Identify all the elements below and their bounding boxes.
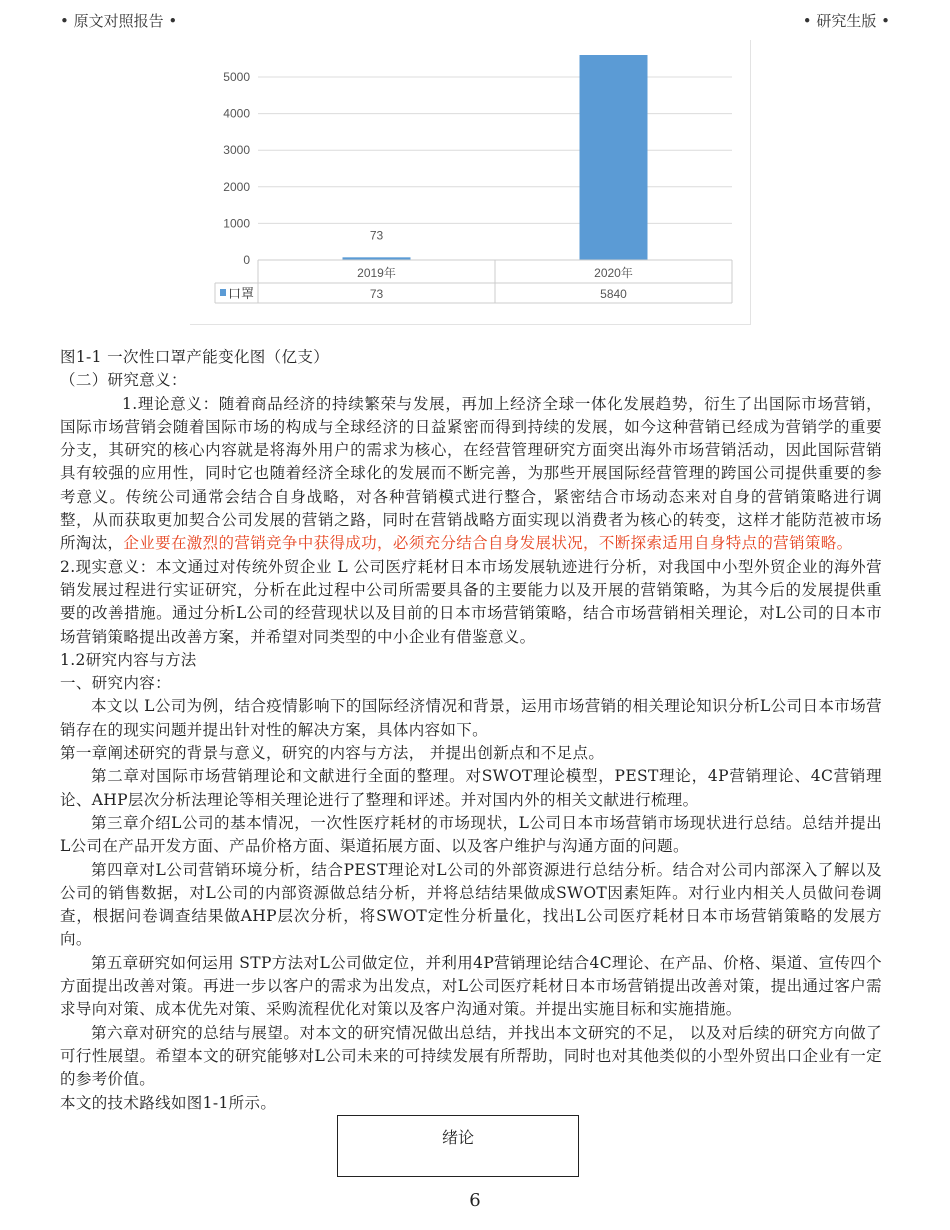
- y-tick-label: 1000: [223, 216, 250, 231]
- y-tick-label: 2000: [223, 179, 250, 194]
- table-value: 5840: [600, 287, 627, 301]
- paragraph-content-intro: 本文以 L公司为例，结合疫情影响下的国际经济情况和背景，运用市场营销的相关理论知识分析L公司日本市场营销存在的现实问题并提出针对性的解决方案，具体内容如下。: [60, 697, 882, 739]
- heading-section-1-2: 1.2研究内容与方法: [60, 650, 197, 669]
- paragraph-route: 本文的技术路线如图1-1所示。: [60, 1093, 277, 1112]
- body-text: [60, 346, 882, 1115]
- paragraph-ch6: 第六章对研究的总结与展望。对本文的研究情况做出总结，并找出本文研究的不足， 以及对后续的研究方向做了可行性展望。希望本文的研究能够对L公司未来的可持续发展有所帮助，同时也对其他类似的小型外贸出口企业有一定的参考价值。: [60, 1023, 882, 1089]
- paragraph-theory: [60, 393, 882, 556]
- header-right: • 研究生版 •: [802, 12, 890, 30]
- chart-svg: [190, 40, 750, 324]
- heading-content: 一、研究内容：: [60, 674, 171, 693]
- y-tick-label: 0: [243, 253, 250, 267]
- bar-chart: [190, 40, 751, 325]
- theory-text: 1.理论意义：随着商品经济的持续繁荣与发展，再加上经济全球一体化发展趋势，衍生了出国际市场营销，国际市场营销会随着国际市场的构成与全球经济的日益紧密而得到持续的发展，如今这种营销已经成为营销学的重要分支，其研究的核心内容就是将海外用户的需求为核心，在经营管理研究方面突出海外市场营销活动，因此国际营销具有较强的应用性，同时它也随着经济全球化的发展而不断完善，为那些开展国际经营管理的跨国公司提供重要的参考意义。传统公司通常会结合自身战略，对各种营销模式进行整合，紧密结合市场动态来对自身的营销策略进行调整，从而获取更加契合公司发展的营销之路，同时在营销战略方面实现以消费者为核心的转变，这样才能防范被市场所淘汰，: [60, 394, 882, 553]
- y-tick-label: 3000: [223, 143, 250, 158]
- flow-box-introduction: 绪论: [337, 1115, 579, 1177]
- paragraph-ch4: 第四章对L公司营销环境分析，结合PEST理论对L公司的外部资源进行总结分析。结合对公司内部深入了解以及公司的销售数据，对L公司的内部资源做总结分析，并将总结结果做成SWOT因素矩阵。对行业内相关人员做问卷调查，根据问卷调查结果做AHP层次分析，将SWOT定性分析量化，找出L公司医疗耗材日本市场营销策略的发展方向。: [60, 860, 882, 949]
- paragraph-ch5: 第五章研究如何运用 STP方法对L公司做定位，并利用4P营销理论结合4C理论、在产品、价格、渠道、宣传四个方面提出改善对策。再进一步以客户的需求为出发点，对L公司医疗耗材日本市场营销提出改善对策，提出通过客户需求导向对策、成本优先对策、采购流程优化对策以及客户沟通对策。并提出实施目标和实施措施。: [60, 953, 882, 1019]
- page-number: 6: [469, 1190, 481, 1211]
- y-tick-label: 4000: [223, 106, 250, 121]
- table-value: 73: [369, 287, 384, 301]
- theory-highlight: 企业要在激烈的营销竞争中获得成功，必须充分结合自身发展状况，不断探索适用自身特点的营销策略。: [123, 534, 853, 553]
- paragraph-practice: 2.现实意义：本文通过对传统外贸企业 L 公司医疗耗材日本市场发展轨迹进行分析，对我国中小型外贸企业的海外营销发展过程进行实证研究，分析在此过程中公司所需要具备的主要能力以及开展的营销策略，为其今后的发展提供重要的改善措施。通过分析L公司的经营现状以及目前的日本市场营销策略，结合市场营销相关理论，对L公司的日本市场营销策略提出改善方案，并希望对同类型的中小企业有借鉴意义。: [60, 557, 882, 646]
- x-tick-label: 2020年: [594, 266, 633, 280]
- paragraph-ch3: 第三章介绍L公司的基本情况，一次性医疗耗材的市场现状，L公司日本市场营销市场现状进行总结。总结并提出L公司在产品开发方面、产品价格方面、渠道拓展方面、以及客户维护与沟通方面的问题。: [60, 813, 882, 856]
- figure-caption: 图1-1 一次性口罩产能变化图（亿支）: [60, 348, 330, 366]
- paragraph-ch1: 第一章阐述研究的背景与意义，研究的内容与方法， 并提出创新点和不足点。: [60, 744, 605, 763]
- heading-significance: （二）研究意义：: [60, 371, 187, 390]
- legend-swatch: [220, 289, 226, 296]
- header-left: • 原文对照报告 •: [60, 12, 178, 30]
- y-tick-label: 5000: [223, 70, 250, 84]
- x-tick-label: 2019年: [357, 266, 396, 280]
- bar: [580, 55, 648, 260]
- paragraph-ch2: 第二章对国际市场营销理论和文献进行全面的整理。对SWOT理论模型，PEST理论，4P营销理论、4C营销理论、AHP层次分析法理论等相关理论进行了整理和评述。并对国内外的相关文献进行梳理。: [60, 767, 882, 809]
- data-label: 73: [369, 228, 384, 243]
- legend-label: 口罩: [228, 287, 255, 302]
